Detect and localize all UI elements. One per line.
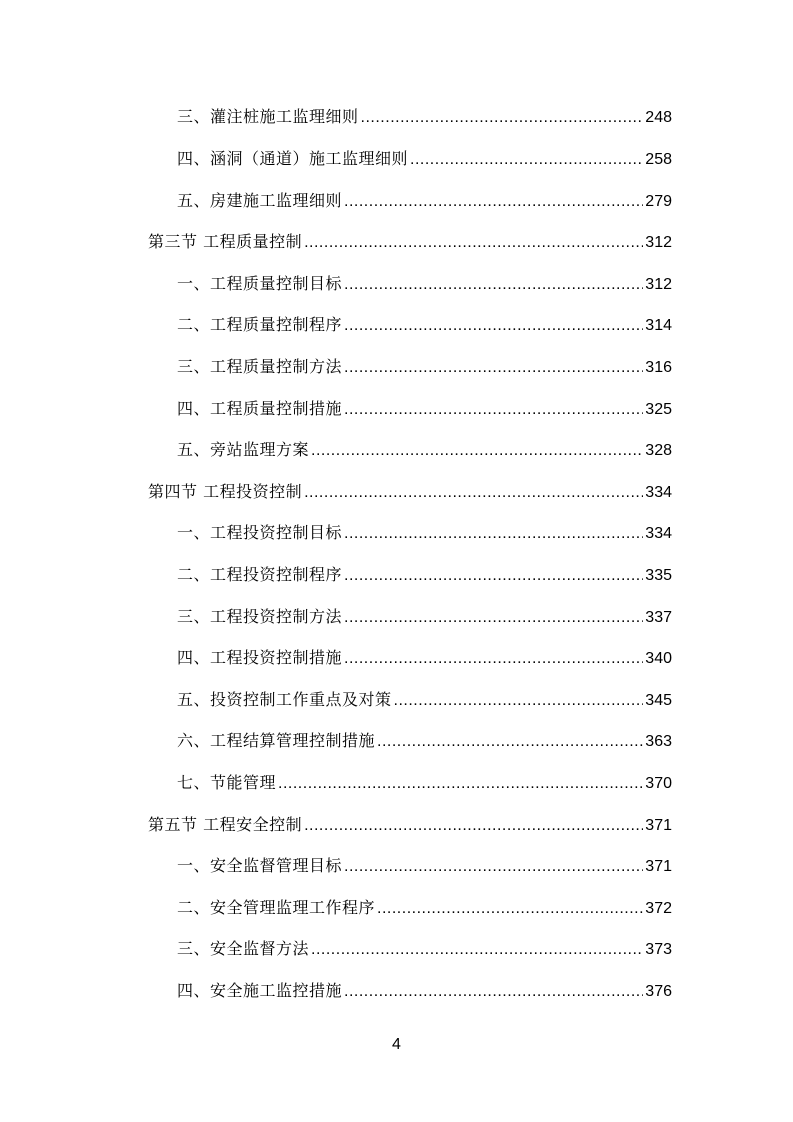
toc-entry[interactable] bbox=[177, 687, 672, 713]
toc-entry[interactable] bbox=[177, 104, 672, 130]
toc-entry[interactable] bbox=[177, 312, 672, 338]
toc-entry-page: 340 bbox=[645, 650, 672, 667]
toc-entry-page: 363 bbox=[645, 733, 672, 750]
toc-entry[interactable] bbox=[177, 188, 672, 214]
toc-entry-label: 二、工程质量控制程序 bbox=[177, 315, 343, 334]
toc-entry-label: 第五节 工程安全控制 bbox=[148, 815, 303, 834]
toc-entry-page: 337 bbox=[645, 609, 672, 626]
toc-entry[interactable] bbox=[177, 604, 672, 630]
toc-entry[interactable] bbox=[177, 645, 672, 671]
toc-dot-leader bbox=[344, 521, 643, 547]
toc-entry-label: 一、安全监督管理目标 bbox=[177, 856, 343, 875]
toc-entry-page: 376 bbox=[645, 983, 672, 1000]
toc-entry-label: 四、工程投资控制措施 bbox=[177, 648, 343, 667]
toc-entry-label: 一、工程投资控制目标 bbox=[177, 523, 343, 542]
toc-entry-label: 三、安全监督方法 bbox=[177, 939, 310, 958]
toc-dot-leader bbox=[344, 189, 643, 215]
toc-entry-label: 三、灌注桩施工监理细则 bbox=[177, 107, 359, 126]
toc-entry[interactable] bbox=[177, 437, 672, 463]
toc-dot-leader bbox=[361, 105, 644, 131]
toc-dot-leader bbox=[394, 688, 644, 714]
toc-entry-page: 316 bbox=[645, 359, 672, 376]
toc-entry-page: 373 bbox=[645, 941, 672, 958]
toc-entry-label: 四、涵洞（通道）施工监理细则 bbox=[177, 149, 409, 168]
toc-entry-label: 四、工程质量控制措施 bbox=[177, 399, 343, 418]
toc-entry-page: 325 bbox=[645, 401, 672, 418]
toc-entry[interactable] bbox=[177, 895, 672, 921]
toc-entry-label: 二、安全管理监理工作程序 bbox=[177, 898, 376, 917]
toc-entry-page: 258 bbox=[645, 151, 672, 168]
toc-section-entry[interactable] bbox=[148, 229, 672, 255]
toc-entry-page: 312 bbox=[645, 276, 672, 293]
toc-section-entry[interactable] bbox=[148, 812, 672, 838]
toc-entry-page: 372 bbox=[645, 900, 672, 917]
toc-dot-leader bbox=[377, 729, 643, 755]
toc-dot-leader bbox=[344, 605, 643, 631]
toc-dot-leader bbox=[344, 854, 643, 880]
toc-entry[interactable] bbox=[177, 520, 672, 546]
toc-entry-label: 五、旁站监理方案 bbox=[177, 440, 310, 459]
toc-entry-label: 四、安全施工监控措施 bbox=[177, 981, 343, 1000]
toc-section-entry[interactable] bbox=[148, 479, 672, 505]
toc-entry-page: 279 bbox=[645, 193, 672, 210]
toc-entry-label: 三、工程投资控制方法 bbox=[177, 607, 343, 626]
toc-dot-leader bbox=[344, 646, 643, 672]
toc-entry[interactable] bbox=[177, 728, 672, 754]
toc-dot-leader bbox=[278, 771, 643, 797]
toc-entry-label: 二、工程投资控制程序 bbox=[177, 565, 343, 584]
toc-entry-page: 334 bbox=[645, 525, 672, 542]
toc-dot-leader bbox=[344, 272, 643, 298]
toc-entry[interactable] bbox=[177, 271, 672, 297]
toc-entry-page: 345 bbox=[645, 692, 672, 709]
toc-dot-leader bbox=[311, 937, 643, 963]
toc-dot-leader bbox=[344, 979, 643, 1005]
toc-entry-label: 七、节能管理 bbox=[177, 773, 277, 792]
toc-entry-page: 248 bbox=[645, 109, 672, 126]
toc-entry-label: 三、工程质量控制方法 bbox=[177, 357, 343, 376]
toc-dot-leader bbox=[304, 813, 643, 839]
toc-entry[interactable] bbox=[177, 770, 672, 796]
toc-dot-leader bbox=[311, 438, 643, 464]
toc-entry[interactable] bbox=[177, 146, 672, 172]
toc-entry[interactable] bbox=[177, 936, 672, 962]
toc-dot-leader bbox=[344, 355, 643, 381]
toc-entry-page: 335 bbox=[645, 567, 672, 584]
toc-dot-leader bbox=[304, 480, 643, 506]
toc-entry[interactable] bbox=[177, 354, 672, 380]
toc-dot-leader bbox=[344, 313, 643, 339]
toc-entry-label: 六、工程结算管理控制措施 bbox=[177, 731, 376, 750]
toc-entry[interactable] bbox=[177, 562, 672, 588]
toc-entry[interactable] bbox=[177, 853, 672, 879]
toc-dot-leader bbox=[377, 896, 643, 922]
toc-entry-label: 第三节 工程质量控制 bbox=[148, 232, 303, 251]
toc-entry[interactable] bbox=[177, 396, 672, 422]
toc-entry-label: 五、房建施工监理细则 bbox=[177, 191, 343, 210]
toc-entry-page: 314 bbox=[645, 317, 672, 334]
toc-entry-page: 371 bbox=[645, 817, 672, 834]
toc-entry-page: 371 bbox=[645, 858, 672, 875]
toc-entry-label: 五、投资控制工作重点及对策 bbox=[177, 690, 392, 709]
page-number: 4 bbox=[392, 1036, 401, 1053]
toc-entry[interactable] bbox=[177, 978, 672, 1004]
toc-entry-page: 312 bbox=[645, 234, 672, 251]
toc-dot-leader bbox=[344, 397, 643, 423]
toc-entry-page: 334 bbox=[645, 484, 672, 501]
toc-dot-leader bbox=[304, 230, 643, 256]
toc-entry-label: 第四节 工程投资控制 bbox=[148, 482, 303, 501]
toc-entry-page: 370 bbox=[645, 775, 672, 792]
toc-dot-leader bbox=[410, 147, 643, 173]
toc-entry-page: 328 bbox=[645, 442, 672, 459]
toc-entry-label: 一、工程质量控制目标 bbox=[177, 274, 343, 293]
toc-dot-leader bbox=[344, 563, 643, 589]
